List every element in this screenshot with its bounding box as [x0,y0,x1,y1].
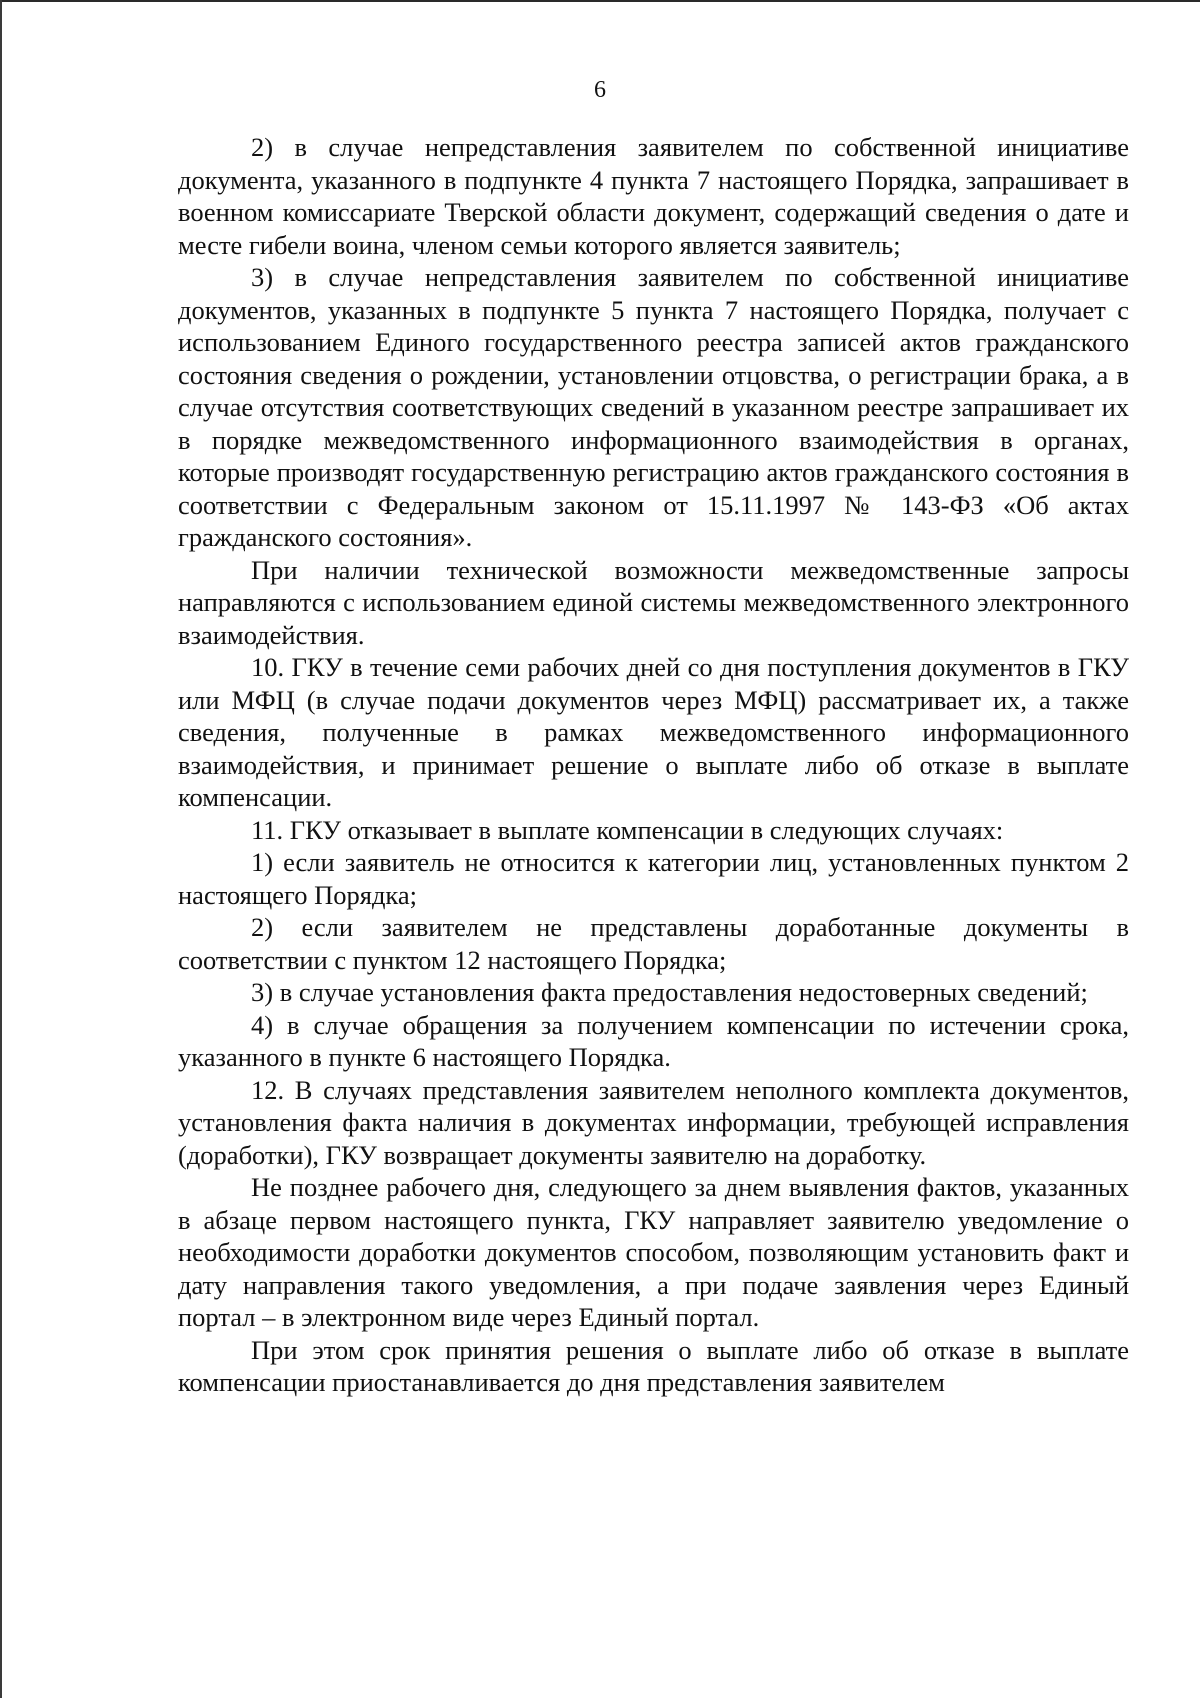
paragraph-refusal-1: 1) если заявитель не относится к категории лиц, установленных пунктом 2 настоящего Порядка; [178,847,1129,910]
paragraph-suspension: При этом срок принятия решения о выплате либо об отказе в выплате компенсации приостанавливается до дня представления заявителем [178,1334,1129,1397]
paragraph-interagency-requests: При наличии технической возможности межведомственные запросы направляются с использованием единой системы межведомственного электронного взаимодействия. [178,554,1129,650]
paragraph-notification: Не позднее рабочего дня, следующего за днем выявления фактов, указанных в абзаце первом настоящего пункта, ГКУ направляет заявителю уведомление о необходимости доработки документов способом, позволяющим установить факт и дату направления такого уведомления, а при подаче заявления через Единый портал – в электронном виде через Единый портал. [178,1172,1129,1332]
paragraph-clause-10: 10. ГКУ в течение семи рабочих дней со дня поступления документов в ГКУ или МФЦ (в случае подачи документов через МФЦ) рассматривает их, а также сведения, полученные в рамках межведомственного информационного взаимодействия, и принимает решение о выплате либо об отказе в выплате компенсации. [178,652,1129,812]
page-number: 6 [594,77,606,103]
paragraph-refusal-3: 3) в случае установления факта предоставления недостоверных сведений; [251,977,1088,1007]
scan-top-edge [0,0,1200,2]
paragraph-refusal-2: 2) если заявителем не представлены доработанные документы в соответствии с пунктом 12 настоящего Порядка; [178,912,1129,975]
paragraph-refusal-4: 4) в случае обращения за получением компенсации по истечении срока, указанного в пункте 6 настоящего Порядка. [178,1009,1129,1072]
document-body [178,131,1129,1399]
paragraph-clause-12: 12. В случаях представления заявителем неполного комплекта документов, установления факта наличия в документах информации, требующей исправления (доработки), ГКУ возвращает документы заявителю на доработку. [178,1074,1129,1170]
paragraph-item-3: 3) в случае непредставления заявителем по собственной инициативе документов, указанных в подпункте 5 пункта 7 настоящего Порядка, получает с использованием Единого государственного реестра записей актов гражданского состояния сведения о рождении, установлении отцовства, о регистрации брака, а в случае отсутствия соответствующих сведений в указанном реестре запрашивает их в порядке межведомственного информационного взаимодействия в органах, которые производят государственную регистрацию актов гражданского состояния в соответствии с Федеральным законом от 15.11.1997 № 143-ФЗ «Об актах гражданского состояния». [178,262,1129,552]
paragraph-clause-11: 11. ГКУ отказывает в выплате компенсации в следующих случаях: [251,814,1004,845]
paragraph-item-2: 2) в случае непредставления заявителем по собственной инициативе документа, указанного в подпункте 4 пункта 7 настоящего Порядка, запрашивает в военном комиссариате Тверской области документ, содержащий сведения о дате и месте гибели воина, членом семьи которого является заявитель; [178,132,1129,260]
scan-left-edge [0,0,2,1698]
